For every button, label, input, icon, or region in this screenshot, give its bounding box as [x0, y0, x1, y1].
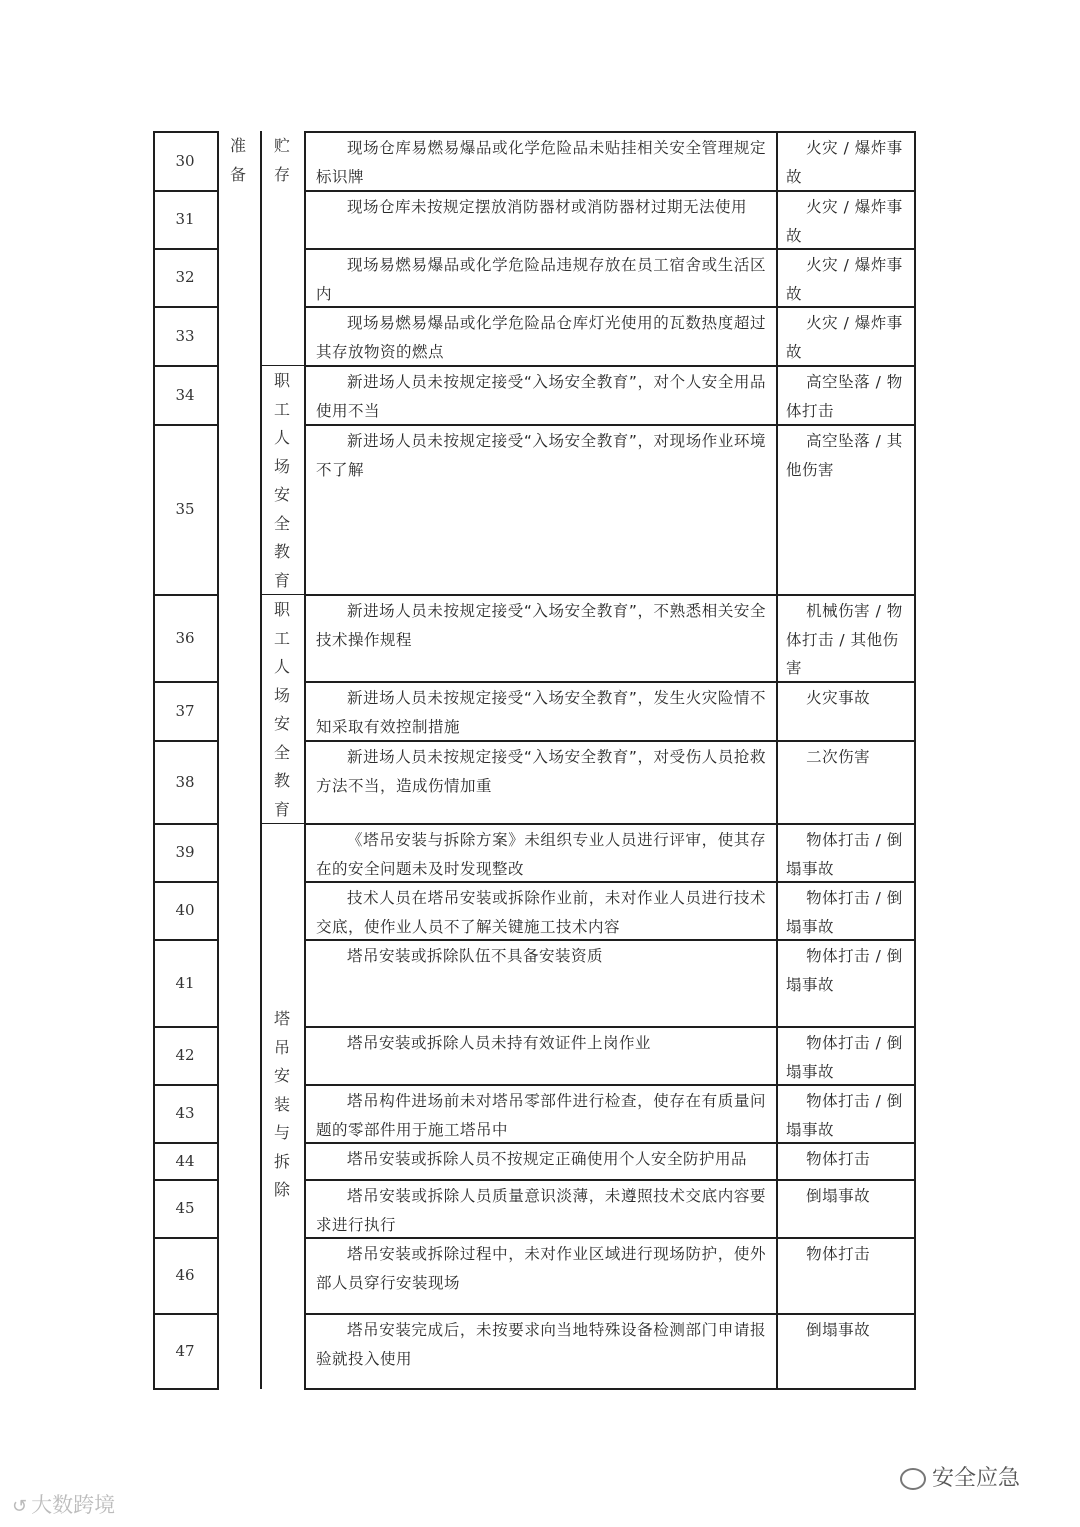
possible-accident: 倒塌事故: [806, 1187, 871, 1205]
category-char: 人: [273, 657, 290, 676]
possible-accident: 火灾 / 爆炸事故: [786, 314, 903, 361]
category-char: 装: [273, 1094, 290, 1114]
category-char: 职: [273, 600, 290, 619]
possible-accident: 火灾 / 爆炸事故: [786, 256, 903, 303]
result-column-border: [776, 131, 778, 1389]
category-char: 准: [229, 136, 246, 155]
row-number: 40: [175, 901, 195, 919]
row-line: [153, 939, 219, 941]
row-line: [304, 131, 916, 133]
row-number: 39: [175, 843, 195, 861]
hazard-description: 塔吊安装或拆除队伍不具备安装资质: [347, 947, 604, 965]
category-char: 职: [273, 371, 290, 390]
row-number: 35: [175, 500, 195, 518]
row-number: 45: [175, 1199, 195, 1217]
category-char: 全: [273, 513, 290, 533]
category-char: 备: [229, 164, 246, 184]
possible-accident: 机械伤害 / 物体打击 / 其他伤害: [786, 602, 903, 677]
hazard-description: 塔吊安装或拆除过程中，未对作业区域进行现场防护，使外部人员穿行安装现场: [316, 1245, 766, 1292]
row-line: [304, 1026, 916, 1028]
category-char: 拆: [273, 1151, 290, 1171]
row-line: [153, 881, 219, 883]
hazard-description: 新进场人员未按规定接受“入场安全教育”，对现场作业环境不了解: [316, 432, 766, 479]
category-char: 存: [273, 164, 290, 184]
category-char: 教: [273, 771, 290, 790]
row-number: 43: [175, 1104, 195, 1122]
row-line: [304, 306, 916, 308]
watermark-right: [900, 1461, 1020, 1492]
row-line: [304, 939, 916, 941]
hazard-description: 塔吊安装完成后，未按要求向当地特殊设备检测部门申请报验就投入使用: [316, 1321, 766, 1368]
row-number: 46: [175, 1266, 195, 1284]
category-char: 育: [273, 570, 290, 590]
watermark-right-text: 安全应急: [932, 1466, 1021, 1491]
row-number: 33: [175, 326, 195, 345]
row-line: [304, 1142, 916, 1144]
phase-label: [225, 132, 251, 189]
possible-accident: 物体打击 / 倒塌事故: [786, 1034, 903, 1081]
possible-accident: 高空坠落 / 其他伤害: [786, 432, 903, 479]
hazard-description: 新进场人员未按规定接受“入场安全教育”，对受伤人员抢救方法不当，造成伤情加重: [316, 748, 766, 795]
watermark-left-text: 大数跨境: [31, 1493, 116, 1517]
hazard-description: 塔吊安装或拆除人员不按规定正确使用个人安全防护用品: [347, 1150, 748, 1168]
row-number: 47: [175, 1341, 195, 1360]
possible-accident: 物体打击 / 倒塌事故: [786, 889, 903, 936]
row-line: [153, 681, 219, 683]
hazard-description: 塔吊安装或拆除人员质量意识淡薄，未遵照技术交底内容要求进行执行: [316, 1187, 766, 1234]
possible-accident: 物体打击: [806, 1150, 871, 1168]
row-number: 36: [175, 628, 195, 647]
category-char: 安: [273, 1066, 290, 1085]
wechat-icon: [900, 1468, 926, 1490]
row-line: [304, 1313, 916, 1315]
row-number: 31: [175, 210, 195, 228]
hazard-description: 新进场人员未按规定接受“入场安全教育”，对个人安全用品使用不当: [316, 373, 766, 420]
row-number: 37: [175, 701, 195, 720]
category-char: 与: [273, 1123, 290, 1142]
category-char: 安: [273, 485, 290, 504]
row-number: 38: [175, 772, 195, 791]
hazard-description: 现场易燃易爆品或化学危险品仓库灯光使用的瓦数热度超过其存放物资的燃点: [316, 314, 766, 361]
possible-accident: 物体打击 / 倒塌事故: [786, 831, 903, 878]
category-char: 安: [273, 714, 290, 733]
row-line: [304, 594, 916, 596]
possible-accident: 火灾 / 爆炸事故: [786, 139, 903, 186]
row-line: [304, 740, 916, 742]
row-line: [153, 740, 219, 742]
hazard-description: 塔吊构件进场前未对塔吊零部件进行检查，使存在有质量问题的零部件用于施工塔吊中: [316, 1092, 766, 1139]
category-char: 场: [273, 685, 290, 705]
category-char: 贮: [273, 136, 290, 155]
hazard-description: 《塔吊安装与拆除方案》未组织专业人员进行评审，使其存在的安全问题未及时发现整改: [316, 831, 766, 878]
possible-accident: 高空坠落 / 物体打击: [786, 373, 903, 420]
table-border-bottom: [304, 1388, 916, 1390]
category-char: 教: [273, 542, 290, 561]
row-line: [153, 131, 219, 133]
number-column-border: [217, 131, 219, 1389]
education-label-2: [269, 596, 295, 824]
row-line: [153, 1084, 219, 1086]
hazard-description: 现场仓库易燃易爆品或化学危险品未贴挂相关安全管理规定标识牌: [316, 139, 766, 186]
table-border-bottom: [153, 1388, 219, 1390]
row-line: [153, 823, 219, 825]
row-line: [153, 1179, 219, 1181]
category-char: 人: [273, 428, 290, 447]
education-label-1: [269, 367, 295, 595]
row-line: [153, 1313, 219, 1315]
row-number: 44: [175, 1151, 195, 1170]
row-number: 42: [175, 1046, 195, 1064]
row-line: [153, 190, 219, 192]
category-char: 育: [273, 799, 290, 819]
hazard-description: 技术人员在塔吊安装或拆除作业前，未对作业人员进行技术交底，使作业人员不了解关键施工技术内容: [316, 889, 766, 936]
row-line: [304, 190, 916, 192]
category-char: 全: [273, 742, 290, 762]
row-number: 34: [175, 385, 195, 404]
possible-accident: 物体打击: [806, 1245, 871, 1263]
tower-crane-label: [269, 1005, 295, 1205]
watermark-logo-icon: ↺: [12, 1496, 28, 1517]
category-separator: [260, 131, 262, 1389]
description-column-border: [304, 131, 306, 1389]
storage-label: [269, 132, 295, 189]
hazard-description: 现场易燃易爆品或化学危险品违规存放在员工宿舍或生活区内: [316, 256, 766, 303]
hazard-description: 新进场人员未按规定接受“入场安全教育”，不熟悉相关安全技术操作规程: [316, 602, 766, 649]
hazard-description: 现场仓库未按规定摆放消防器材或消防器材过期无法使用: [347, 198, 748, 216]
category-char: 吊: [273, 1037, 290, 1057]
row-number: 32: [175, 268, 195, 286]
row-line: [153, 1142, 219, 1144]
row-line: [304, 365, 916, 367]
category-char: 场: [273, 456, 290, 476]
category-group-line: [260, 365, 304, 366]
category-char: 塔: [273, 1009, 290, 1028]
row-line: [153, 594, 219, 596]
possible-accident: 火灾 / 爆炸事故: [786, 198, 903, 245]
row-line: [304, 1237, 916, 1239]
row-line: [153, 1026, 219, 1028]
possible-accident: 倒塌事故: [806, 1321, 871, 1339]
possible-accident: 二次伤害: [806, 748, 871, 766]
row-line: [153, 248, 219, 250]
row-line: [153, 1237, 219, 1239]
category-char: 工: [273, 399, 290, 419]
row-number: 41: [175, 973, 195, 992]
watermark-left: [12, 1489, 115, 1519]
row-number: 30: [175, 151, 195, 170]
possible-accident: 火灾事故: [806, 689, 871, 707]
table-border-right: [914, 131, 916, 1389]
row-line: [304, 248, 916, 250]
row-line: [304, 1084, 916, 1086]
hazard-description: 新进场人员未按规定接受“入场安全教育”，发生火灾险情不知采取有效控制措施: [316, 689, 766, 736]
row-line: [304, 823, 916, 825]
row-line: [304, 1179, 916, 1181]
possible-accident: 物体打击 / 倒塌事故: [786, 947, 903, 994]
category-char: 除: [273, 1180, 290, 1199]
possible-accident: 物体打击 / 倒塌事故: [786, 1092, 903, 1139]
row-line: [153, 306, 219, 308]
category-char: 工: [273, 628, 290, 648]
row-line: [304, 881, 916, 883]
hazard-description: 塔吊安装或拆除人员未持有效证件上岗作业: [347, 1034, 652, 1052]
row-line: [304, 424, 916, 426]
row-line: [304, 681, 916, 683]
row-line: [153, 365, 219, 367]
row-line: [153, 424, 219, 426]
table-border-left: [153, 131, 155, 1389]
